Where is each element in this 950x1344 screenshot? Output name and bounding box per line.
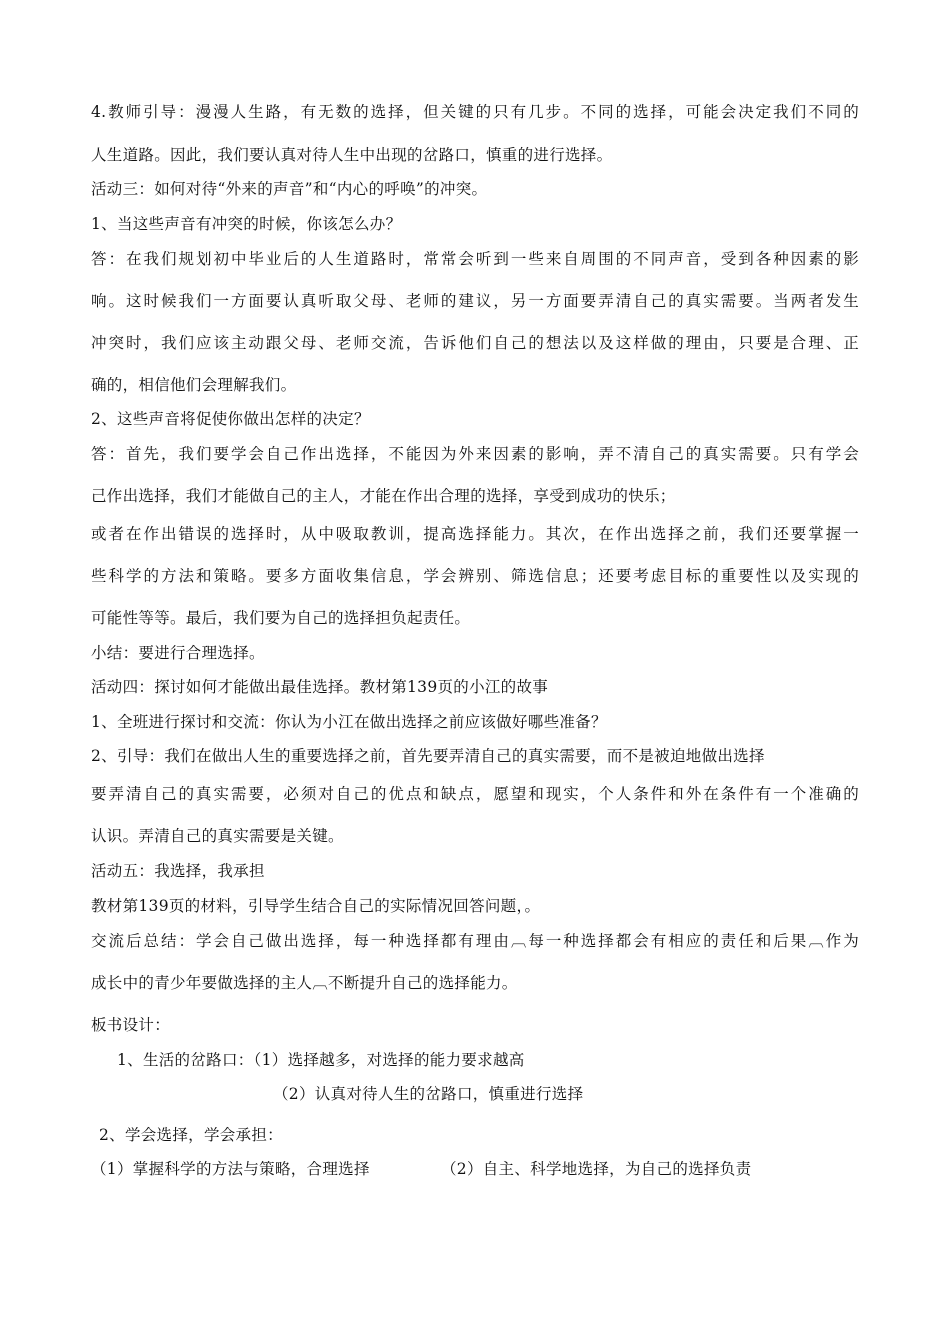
section-heading: 活动五：我选择，我承担 [91, 862, 265, 880]
summary-line: 小结：要进行合理选择。 [91, 644, 265, 662]
paragraph-line: 答：首先，我们要学会自己作出选择，不能因为外来因素的影响，弄不清自己的真实需要。只有学会 [91, 445, 859, 463]
paragraph-line: 要弄清自己的真实需要，必须对自己的优点和缺点，愿望和现实，个人条件和外在条件有一个准确的 [91, 785, 859, 803]
paragraph-line: 2、引导：我们在做出人生的重要选择之前，首先要弄清自己的真实需要，而不是被迫地做出选择 [91, 747, 765, 765]
section-heading: 活动四：探讨如何才能做出最佳选择。教材第139页的小江的故事 [91, 678, 549, 696]
section-heading: 活动三：如何对待“外来的声音”和“内心的呼唤”的冲突。 [91, 180, 488, 198]
board-design-heading: 板书设计： [91, 1016, 171, 1034]
board-item: （2）自主、科学地选择，为自己的选择负责 [441, 1160, 752, 1178]
question-line: 1、全班进行探讨和交流：你认为小江在做出选择之前应该做好哪些准备？ [91, 713, 607, 731]
paragraph-line: 响。这时候我们一方面要认真听取父母、老师的建议，另一方面要弄清自己的真实需要。当两者发生 [91, 292, 859, 310]
paragraph-line: 教材第139页的材料，引导学生结合自己的实际情况回答问题，。 [91, 897, 541, 915]
question-line: 2、这些声音将促使你做出怎样的决定？ [91, 410, 370, 428]
paragraph-line: 或者在作出错误的选择时，从中吸取教训，提高选择能力。其次，在作出选择之前，我们还要掌握一 [91, 525, 859, 543]
paragraph-line: 确的，相信他们会理解我们。 [91, 376, 297, 394]
paragraph-line: 冲突时，我们应该主动跟父母、老师交流，告诉他们自己的想法以及这样做的理由，只要是合理、正 [91, 334, 859, 352]
paragraph-line: 成长中的青少年要做选择的主人︹不断提升自己的选择能力。 [91, 974, 518, 992]
board-item: （2）认真对待人生的岔路口，慎重进行选择 [273, 1085, 584, 1103]
board-item: 1、生活的岔路口：（1）选择越多，对选择的能力要求越高 [117, 1051, 525, 1069]
question-line: 1、当这些声音有冲突的时候，你该怎么办？ [91, 215, 402, 233]
board-item: （1）掌握科学的方法与策略，合理选择 [91, 1160, 370, 1178]
paragraph-line: 认识。弄清自己的真实需要是关键。 [91, 827, 344, 845]
paragraph-line: 4.教师引导：漫漫人生路，有无数的选择，但关键的只有几步。不同的选择，可能会决定我们不同的 [91, 103, 859, 121]
board-item: 2、学会选择，学会承担： [99, 1126, 283, 1144]
paragraph-line: 可能性等等。最后，我们要为自己的选择担负起责任。 [91, 609, 471, 627]
paragraph-line: 些科学的方法和策略。要多方面收集信息，学会辨别、筛选信息；还要考虑目标的重要性以及实现的 [91, 567, 859, 585]
paragraph-line: 己作出选择，我们才能做自己的主人，才能在作出合理的选择，享受到成功的快乐； [91, 487, 676, 505]
paragraph-line: 答：在我们规划初中毕业后的人生道路时，常常会听到一些来自周围的不同声音，受到各种因素的影 [91, 250, 859, 268]
paragraph-line: 交流后总结：学会自己做出选择，每一种选择都有理由︹每一种选择都会有相应的责任和后果︹作为 [91, 932, 859, 950]
paragraph-line: 人生道路。因此，我们要认真对待人生中出现的岔路口，慎重的进行选择。 [91, 146, 613, 164]
